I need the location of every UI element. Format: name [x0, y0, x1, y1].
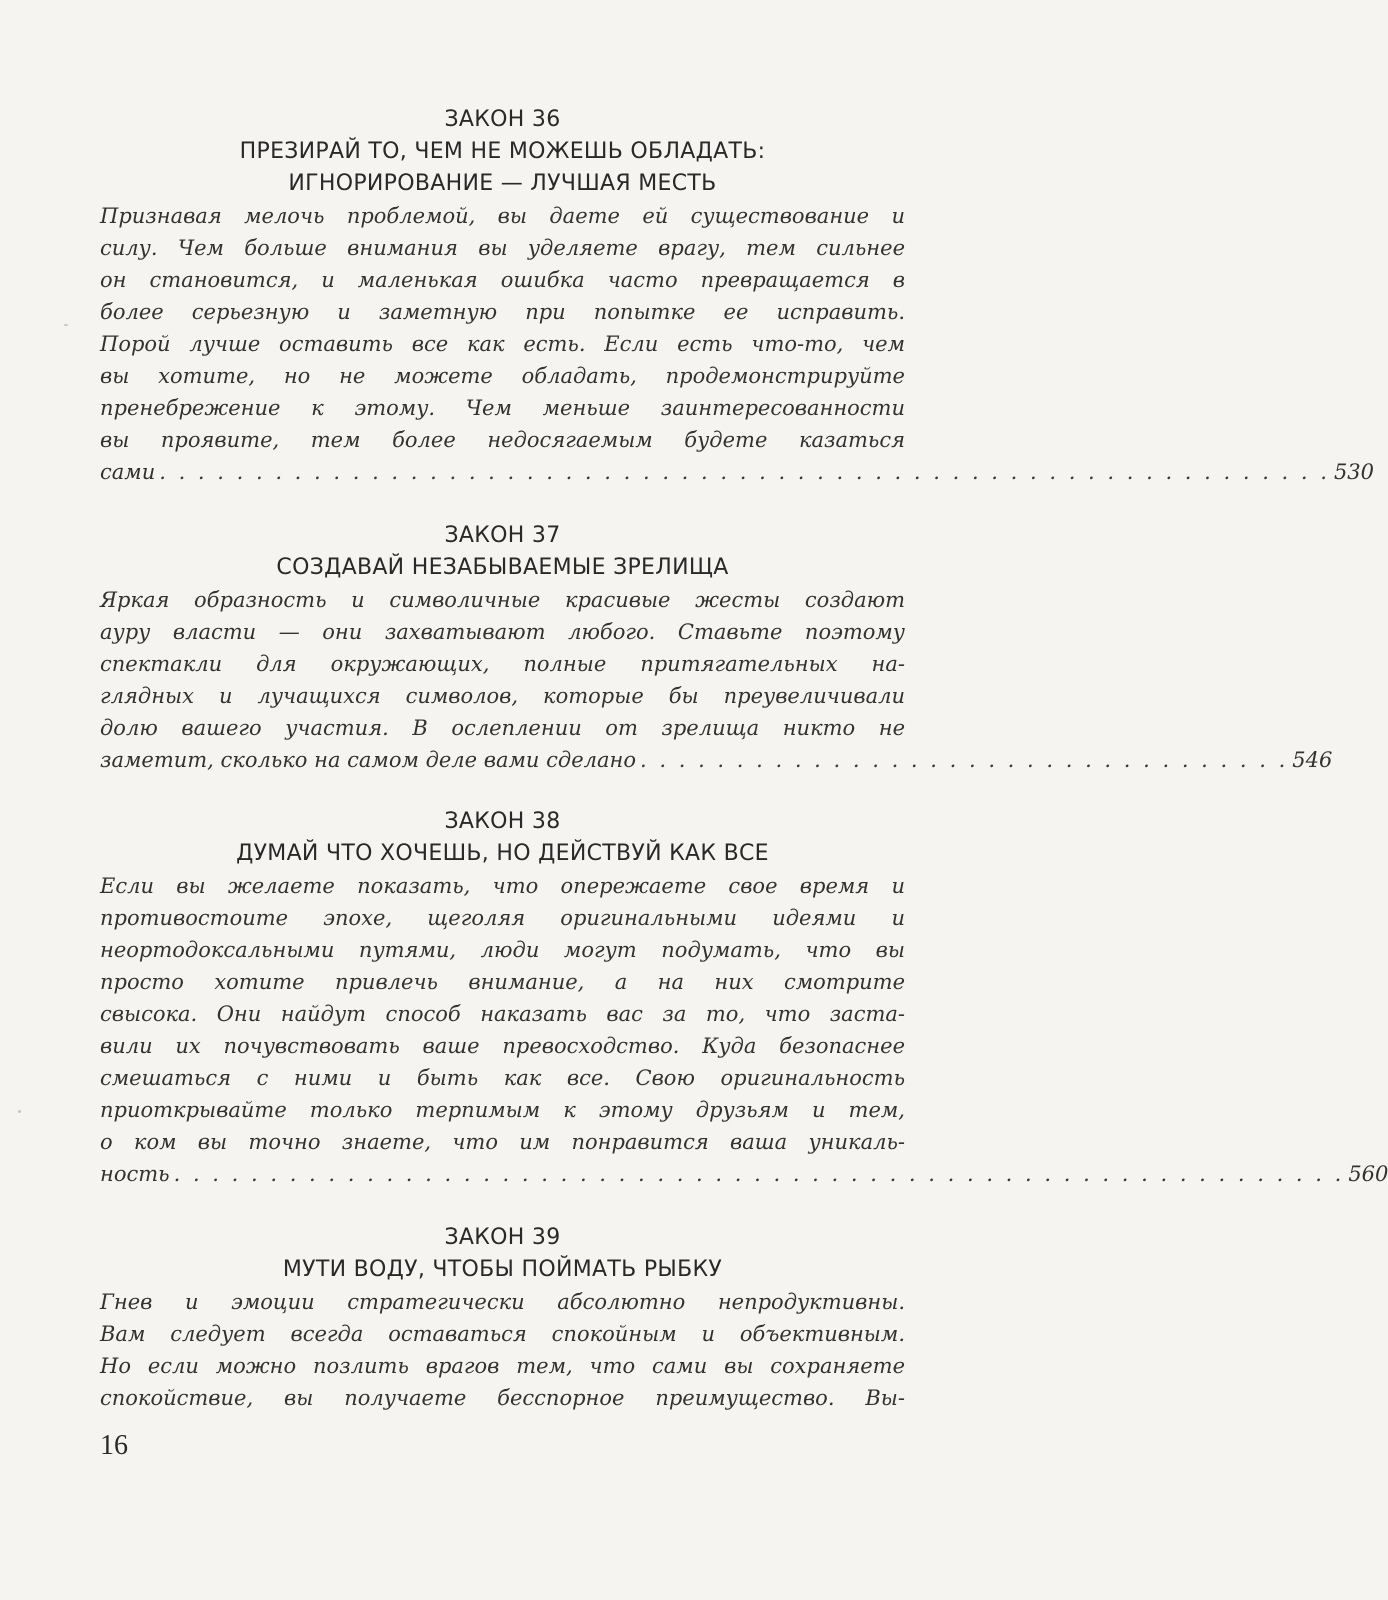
law-number: ЗАКОН 37 — [444, 523, 561, 548]
law-38 — [100, 806, 1388, 1190]
text-line: приоткрывайте только терпимым к этому друзьям и тем, — [100, 1098, 905, 1122]
text-line: Если вы желаете показать, что опережаете свое время и — [100, 874, 905, 898]
toc-page-number: 560 — [1348, 1162, 1388, 1186]
law-title-line: СОЗДАВАЙ НЕЗАБЫВАЕМЫЕ ЗРЕЛИЩА — [276, 555, 729, 580]
law-title-line: ИГНОРИРОВАНИЕ — ЛУЧШАЯ МЕСТЬ — [288, 171, 717, 196]
text-line: вили их почувствовать ваше превосходство. Куда безопаснее — [100, 1034, 905, 1058]
text-line: вы хотите, но не можете обладать, продемонстрируйте — [100, 364, 905, 388]
text-line: Порой лучше оставить все как есть. Если есть что-то, чем — [100, 332, 905, 356]
scan-speck — [18, 1110, 21, 1113]
toc-page-number: 530 — [1333, 460, 1375, 484]
page-number: 16 — [100, 1430, 128, 1461]
leader-dots: . . . . . . . . . . . . . . . . . . . . . . . . . . . . . . . . . . . . . . . . . . . . . . . . . . . . . . . . . . . . . — [159, 460, 1330, 484]
text-line: силу. Чем больше внимания вы уделяете врагу, тем сильнее — [100, 236, 905, 260]
text-line: Признавая мелочь проблемой, вы даете ей существование и — [100, 204, 905, 228]
text-line: сами — [100, 460, 156, 484]
text-line: пренебрежение к этому. Чем меньше заинтересованности — [100, 396, 905, 420]
text-line: ауру власти — они захватывают любого. Ставьте поэтому — [100, 620, 905, 644]
law-36 — [100, 104, 1375, 488]
law-description — [100, 584, 1333, 776]
text-line: заметит, сколько на самом деле вами сделано — [100, 748, 637, 772]
text-line: Яркая образность и символичные красивые жесты создают — [100, 588, 905, 612]
law-number: ЗАКОН 38 — [444, 809, 561, 834]
text-line: свысока. Они найдут способ наказать вас за то, что заста- — [100, 1002, 905, 1026]
text-line: Вам следует всегда оставаться спокойным и объективным. — [100, 1322, 905, 1346]
law-title-line: ДУМАЙ ЧТО ХОЧЕШЬ, НО ДЕЙСТВУЙ КАК ВСЕ — [236, 841, 769, 866]
text-line: глядных и лучащихся символов, которые бы преувеличивали — [100, 684, 905, 708]
text-line: ность — [100, 1162, 170, 1186]
toc-entry-line — [100, 744, 1333, 776]
leader-dots: . . . . . . . . . . . . . . . . . . . . . . . . . . . . . . . . . . — [640, 748, 1289, 772]
law-description — [100, 1286, 905, 1414]
text-line: спокойствие, вы получаете бесспорное преимущество. Вы- — [100, 1386, 905, 1410]
law-description — [100, 870, 1388, 1190]
text-line: просто хотите привлечь внимание, а на них смотрите — [100, 970, 905, 994]
law-number: ЗАКОН 39 — [444, 1225, 561, 1250]
law-description — [100, 200, 1375, 488]
text-line: о ком вы точно знаете, что им понравится ваша уникаль- — [100, 1130, 905, 1154]
law-37 — [100, 520, 1333, 776]
scan-speck — [64, 324, 68, 326]
text-line: неортодоксальными путями, люди могут подумать, что вы — [100, 938, 905, 962]
text-line: Но если можно позлить врагов тем, что сами вы сохраняете — [100, 1354, 905, 1378]
leader-dots: . . . . . . . . . . . . . . . . . . . . . . . . . . . . . . . . . . . . . . . . . . . . . . . . . . . . . . . . . . . . . — [173, 1162, 1345, 1186]
toc-entry-line — [100, 1158, 1388, 1190]
text-line: противостоите эпохе, щеголяя оригинальными идеями и — [100, 906, 905, 930]
toc-entry-line — [100, 456, 1375, 488]
text-line: смешаться с ними и быть как все. Свою оригинальность — [100, 1066, 905, 1090]
text-line: он становится, и маленькая ошибка часто превращается в — [100, 268, 905, 292]
book-page — [100, 0, 1388, 1600]
law-number: ЗАКОН 36 — [444, 107, 561, 132]
text-line: долю вашего участия. В ослеплении от зрелища никто не — [100, 716, 905, 740]
text-line: более серьезную и заметную при попытке ее исправить. — [100, 300, 905, 324]
toc-page-number: 546 — [1292, 748, 1333, 772]
text-line: Гнев и эмоции стратегически абсолютно непродуктивны. — [100, 1290, 905, 1314]
law-title-line: МУТИ ВОДУ, ЧТОБЫ ПОЙМАТЬ РЫБКУ — [282, 1257, 723, 1282]
law-39 — [100, 1222, 905, 1414]
text-line: вы проявите, тем более недосягаемым будете казаться — [100, 428, 905, 452]
law-title-line: ПРЕЗИРАЙ ТО, ЧЕМ НЕ МОЖЕШЬ ОБЛАДАТЬ: — [239, 139, 766, 164]
text-line: спектакли для окружающих, полные притягательных на- — [100, 652, 905, 676]
